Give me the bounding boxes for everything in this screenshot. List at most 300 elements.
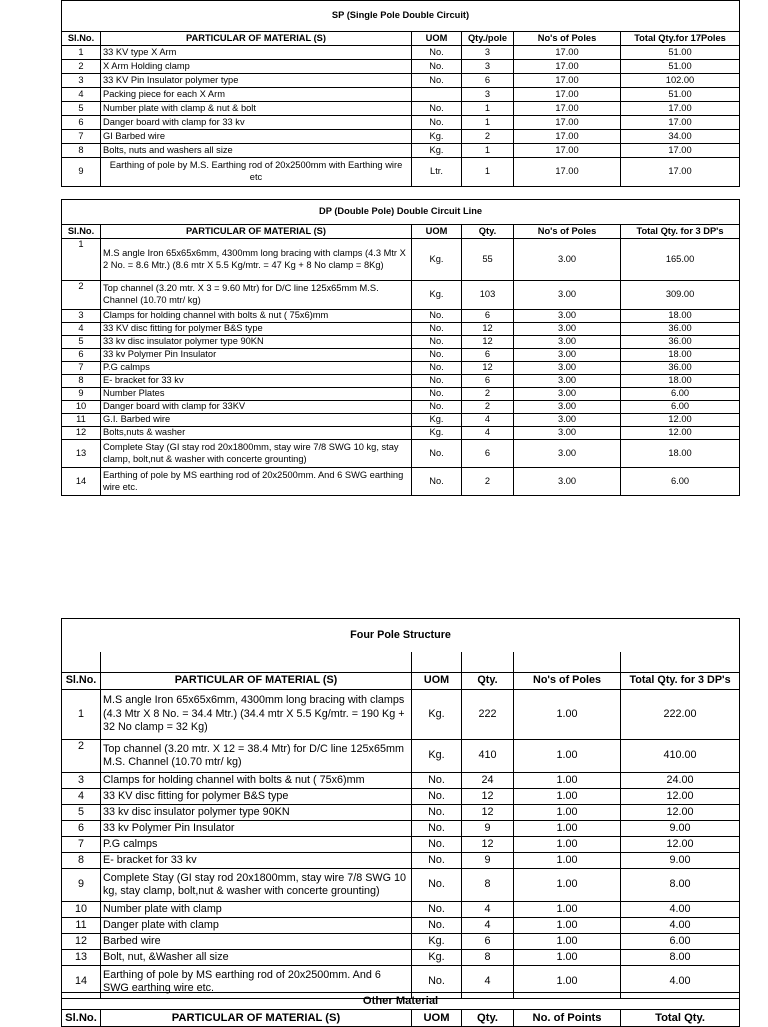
table-row bbox=[62, 934, 740, 950]
uom: Kg. bbox=[412, 950, 462, 966]
table-row bbox=[62, 468, 740, 496]
total: 4.00 bbox=[621, 918, 740, 934]
sl-no: 11 bbox=[62, 918, 101, 934]
col-header-uom: UOM bbox=[412, 1010, 462, 1027]
col-header-slno: Sl.No. bbox=[62, 1010, 101, 1027]
blank-cell bbox=[621, 652, 740, 673]
total: 17.00 bbox=[621, 116, 740, 130]
qty: 222 bbox=[462, 690, 514, 740]
sl-no: 12 bbox=[62, 934, 101, 950]
blank-cell bbox=[101, 652, 412, 673]
total: 8.00 bbox=[621, 950, 740, 966]
uom: Kg. bbox=[412, 281, 462, 310]
poles: 17.00 bbox=[514, 144, 621, 158]
qty: 4 bbox=[462, 414, 514, 427]
uom: No. bbox=[412, 388, 462, 401]
particular: G.I. Barbed wire bbox=[101, 414, 412, 427]
particular: Earthing of pole by MS earthing rod of 20x2500mm. And 6 SWG earthing wire etc. bbox=[101, 468, 412, 496]
sp-section bbox=[61, 0, 739, 187]
sl-no: 11 bbox=[62, 414, 101, 427]
sl-no: 6 bbox=[62, 116, 101, 130]
sl-no: 10 bbox=[62, 401, 101, 414]
qty: 410 bbox=[462, 740, 514, 773]
total: 12.00 bbox=[621, 427, 740, 440]
particular: Complete Stay (GI stay rod 20x1800mm, stay wire 7/8 SWG 10 kg, stay clamp, bolt,nut & washer with concerte grounting) bbox=[101, 869, 412, 902]
particular: Clamps for holding channel with bolts & nut ( 75x6)mm bbox=[101, 310, 412, 323]
table-row bbox=[62, 805, 740, 821]
sl-no: 9 bbox=[62, 869, 101, 902]
poles: 1.00 bbox=[514, 821, 621, 837]
total: 102.00 bbox=[621, 74, 740, 88]
uom: No. bbox=[412, 468, 462, 496]
col-header-qty: Qty./pole bbox=[462, 32, 514, 46]
dp-header-row bbox=[62, 225, 740, 239]
uom: No. bbox=[412, 902, 462, 918]
poles: 1.00 bbox=[514, 805, 621, 821]
col-header-particular: PARTICULAR OF MATERIAL (S) bbox=[101, 225, 412, 239]
poles: 17.00 bbox=[514, 116, 621, 130]
sl-no: 9 bbox=[62, 388, 101, 401]
qty: 8 bbox=[462, 869, 514, 902]
total: 51.00 bbox=[621, 60, 740, 74]
poles: 1.00 bbox=[514, 918, 621, 934]
particular: Packing piece for each X Arm bbox=[101, 88, 412, 102]
col-header-qty: Qty. bbox=[462, 225, 514, 239]
blank-row bbox=[62, 652, 740, 673]
sl-no: 1 bbox=[62, 46, 101, 60]
sp-title: SP (Single Pole Double Circuit) bbox=[62, 1, 740, 32]
particular: Barbed wire bbox=[101, 934, 412, 950]
uom: No. bbox=[412, 966, 462, 999]
total: 17.00 bbox=[621, 144, 740, 158]
table-row bbox=[62, 74, 740, 88]
particular: GI Barbed wire bbox=[101, 130, 412, 144]
total: 9.00 bbox=[621, 821, 740, 837]
poles: 3.00 bbox=[514, 468, 621, 496]
poles: 3.00 bbox=[514, 401, 621, 414]
qty: 6 bbox=[462, 349, 514, 362]
uom: No. bbox=[412, 805, 462, 821]
poles: 3.00 bbox=[514, 349, 621, 362]
poles: 1.00 bbox=[514, 853, 621, 869]
total: 17.00 bbox=[621, 102, 740, 116]
poles: 1.00 bbox=[514, 902, 621, 918]
total: 4.00 bbox=[621, 902, 740, 918]
col-header-slno: Sl.No. bbox=[62, 673, 101, 690]
table-row bbox=[62, 918, 740, 934]
particular: Complete Stay (GI stay rod 20x1800mm, stay wire 7/8 SWG 10 kg, stay clamp, bolt,nut & washer with concerte grounting) bbox=[101, 440, 412, 468]
table-row bbox=[62, 789, 740, 805]
particular: Bolts, nuts and washers all size bbox=[101, 144, 412, 158]
poles: 3.00 bbox=[514, 427, 621, 440]
sl-no: 3 bbox=[62, 773, 101, 789]
qty: 3 bbox=[462, 46, 514, 60]
total: 9.00 bbox=[621, 853, 740, 869]
qty: 24 bbox=[462, 773, 514, 789]
poles: 3.00 bbox=[514, 239, 621, 281]
table-row bbox=[62, 950, 740, 966]
table-row bbox=[62, 323, 740, 336]
particular: 33 KV Pin Insulator polymer type bbox=[101, 74, 412, 88]
qty: 103 bbox=[462, 281, 514, 310]
total: 12.00 bbox=[621, 837, 740, 853]
total: 6.00 bbox=[621, 934, 740, 950]
blank-cell bbox=[412, 652, 462, 673]
particular: Bolts,nuts & washer bbox=[101, 427, 412, 440]
sl-no: 14 bbox=[62, 468, 101, 496]
qty: 6 bbox=[462, 934, 514, 950]
col-header-qty: Qty. bbox=[462, 673, 514, 690]
uom: No. bbox=[412, 440, 462, 468]
particular: Top channel (3.20 mtr. X 3 = 9.60 Mtr) for D/C line 125x65mm M.S. Channel (10.70 mtr/ kg) bbox=[101, 281, 412, 310]
uom: No. bbox=[412, 60, 462, 74]
uom: No. bbox=[412, 401, 462, 414]
particular: 33 kv disc insulator polymer type 90KN bbox=[101, 805, 412, 821]
total: 222.00 bbox=[621, 690, 740, 740]
uom: No. bbox=[412, 362, 462, 375]
particular: E- bracket for 33 kv bbox=[101, 853, 412, 869]
total: 8.00 bbox=[621, 869, 740, 902]
total: 165.00 bbox=[621, 239, 740, 281]
qty: 6 bbox=[462, 74, 514, 88]
particular: 33 kv Polymer Pin Insulator bbox=[101, 821, 412, 837]
poles: 1.00 bbox=[514, 773, 621, 789]
table-row bbox=[62, 902, 740, 918]
total: 12.00 bbox=[621, 414, 740, 427]
sl-no: 5 bbox=[62, 336, 101, 349]
qty: 55 bbox=[462, 239, 514, 281]
uom: Kg. bbox=[412, 740, 462, 773]
poles: 3.00 bbox=[514, 362, 621, 375]
total: 12.00 bbox=[621, 789, 740, 805]
blank-cell bbox=[514, 652, 621, 673]
table-row bbox=[62, 440, 740, 468]
sl-no: 13 bbox=[62, 440, 101, 468]
col-header-uom: UOM bbox=[412, 32, 462, 46]
total: 4.00 bbox=[621, 966, 740, 999]
col-header-poles: No's of Poles bbox=[514, 673, 621, 690]
sl-no: 12 bbox=[62, 427, 101, 440]
particular: P.G calmps bbox=[101, 837, 412, 853]
particular: Top channel (3.20 mtr. X 12 = 38.4 Mtr) for D/C line 125x65mm M.S. Channel (10.70 mtr/ kg) bbox=[101, 740, 412, 773]
qty: 2 bbox=[462, 401, 514, 414]
particular: P.G calmps bbox=[101, 362, 412, 375]
qty: 1 bbox=[462, 158, 514, 187]
qty: 8 bbox=[462, 950, 514, 966]
sp-table bbox=[61, 0, 740, 187]
qty: 4 bbox=[462, 902, 514, 918]
table-row bbox=[62, 821, 740, 837]
uom: No. bbox=[412, 837, 462, 853]
particular: 33 kv disc insulator polymer type 90KN bbox=[101, 336, 412, 349]
poles: 3.00 bbox=[514, 440, 621, 468]
other-material-table bbox=[61, 992, 740, 1027]
four-pole-header-row bbox=[62, 673, 740, 690]
col-header-total: Total Qty. bbox=[621, 1010, 740, 1027]
uom: Ltr. bbox=[412, 158, 462, 187]
qty: 2 bbox=[462, 388, 514, 401]
col-header-qty: Qty. bbox=[462, 1010, 514, 1027]
particular: E- bracket for 33 kv bbox=[101, 375, 412, 388]
poles: 1.00 bbox=[514, 740, 621, 773]
particular: Danger board with clamp for 33 kv bbox=[101, 116, 412, 130]
uom bbox=[412, 88, 462, 102]
other-material-section bbox=[61, 992, 739, 1027]
uom: Kg. bbox=[412, 144, 462, 158]
col-header-points: No. of Points bbox=[514, 1010, 621, 1027]
col-header-particular: PARTICULAR OF MATERIAL (S) bbox=[101, 673, 412, 690]
table-row bbox=[62, 427, 740, 440]
sl-no: 9 bbox=[62, 158, 101, 187]
table-row bbox=[62, 773, 740, 789]
total: 6.00 bbox=[621, 401, 740, 414]
col-header-poles: No's of Poles bbox=[514, 225, 621, 239]
total: 18.00 bbox=[621, 440, 740, 468]
total: 18.00 bbox=[621, 349, 740, 362]
uom: No. bbox=[412, 375, 462, 388]
poles: 1.00 bbox=[514, 950, 621, 966]
poles: 3.00 bbox=[514, 388, 621, 401]
qty: 12 bbox=[462, 805, 514, 821]
qty: 1 bbox=[462, 144, 514, 158]
particular: Bolt, nut, &Washer all size bbox=[101, 950, 412, 966]
particular: Number Plates bbox=[101, 388, 412, 401]
poles: 17.00 bbox=[514, 74, 621, 88]
sl-no: 1 bbox=[62, 690, 101, 740]
table-row bbox=[62, 401, 740, 414]
particular: M.S angle Iron 65x65x6mm, 4300mm long bracing with clamps (4.3 Mtr X 8 No. = 34.4 Mtr.) (34.4 mtr X 5.5 Kg/mtr. = 190 Kg + 32 No clamp = 32 Kg) bbox=[101, 690, 412, 740]
uom: No. bbox=[412, 310, 462, 323]
four-pole-title: Four Pole Structure bbox=[62, 619, 740, 652]
dp-table bbox=[61, 199, 740, 496]
col-header-uom: UOM bbox=[412, 225, 462, 239]
qty: 6 bbox=[462, 440, 514, 468]
poles: 3.00 bbox=[514, 414, 621, 427]
sl-no: 4 bbox=[62, 88, 101, 102]
total: 309.00 bbox=[621, 281, 740, 310]
qty: 9 bbox=[462, 821, 514, 837]
particular: Danger board with clamp for 33KV bbox=[101, 401, 412, 414]
dp-title: DP (Double Pole) Double Circuit Line bbox=[62, 200, 740, 225]
col-header-uom: UOM bbox=[412, 673, 462, 690]
sl-no: 4 bbox=[62, 789, 101, 805]
qty: 12 bbox=[462, 362, 514, 375]
uom: No. bbox=[412, 323, 462, 336]
qty: 12 bbox=[462, 336, 514, 349]
qty: 4 bbox=[462, 966, 514, 999]
poles: 3.00 bbox=[514, 310, 621, 323]
particular: X Arm Holding clamp bbox=[101, 60, 412, 74]
uom: No. bbox=[412, 869, 462, 902]
qty: 4 bbox=[462, 427, 514, 440]
sl-no: 8 bbox=[62, 375, 101, 388]
total: 36.00 bbox=[621, 323, 740, 336]
qty: 1 bbox=[462, 116, 514, 130]
four-pole-table bbox=[61, 618, 740, 999]
table-row bbox=[62, 853, 740, 869]
table-row bbox=[62, 116, 740, 130]
particular: Earthing of pole by MS earthing rod of 20x2500mm. And 6 SWG earthing wire etc. bbox=[101, 966, 412, 999]
sl-no: 8 bbox=[62, 144, 101, 158]
total: 36.00 bbox=[621, 336, 740, 349]
poles: 1.00 bbox=[514, 869, 621, 902]
uom: No. bbox=[412, 336, 462, 349]
poles: 17.00 bbox=[514, 88, 621, 102]
particular: Clamps for holding channel with bolts & nut ( 75x6)mm bbox=[101, 773, 412, 789]
table-row bbox=[62, 46, 740, 60]
total: 34.00 bbox=[621, 130, 740, 144]
table-row bbox=[62, 837, 740, 853]
qty: 1 bbox=[462, 102, 514, 116]
sl-no: 7 bbox=[62, 130, 101, 144]
total: 6.00 bbox=[621, 388, 740, 401]
table-row bbox=[62, 349, 740, 362]
table-row bbox=[62, 158, 740, 187]
sl-no: 6 bbox=[62, 821, 101, 837]
uom: No. bbox=[412, 789, 462, 805]
total: 18.00 bbox=[621, 375, 740, 388]
particular: Number plate with clamp & nut & bolt bbox=[101, 102, 412, 116]
col-header-particular: PARTICULAR OF MATERIAL (S) bbox=[101, 32, 412, 46]
table-row bbox=[62, 88, 740, 102]
qty: 3 bbox=[462, 60, 514, 74]
qty: 12 bbox=[462, 323, 514, 336]
blank-cell bbox=[62, 652, 101, 673]
table-row bbox=[62, 375, 740, 388]
total: 24.00 bbox=[621, 773, 740, 789]
total: 18.00 bbox=[621, 310, 740, 323]
poles: 1.00 bbox=[514, 690, 621, 740]
particular: 33 KV disc fitting for polymer B&S type bbox=[101, 789, 412, 805]
total: 51.00 bbox=[621, 88, 740, 102]
uom: Kg. bbox=[412, 690, 462, 740]
sl-no: 13 bbox=[62, 950, 101, 966]
poles: 17.00 bbox=[514, 158, 621, 187]
particular: 33 KV type X Arm bbox=[101, 46, 412, 60]
particular: Number plate with clamp bbox=[101, 902, 412, 918]
particular: 33 KV disc fitting for polymer B&S type bbox=[101, 323, 412, 336]
sl-no: 2 bbox=[62, 740, 101, 773]
poles: 17.00 bbox=[514, 102, 621, 116]
poles: 17.00 bbox=[514, 60, 621, 74]
sl-no: 5 bbox=[62, 102, 101, 116]
uom: Kg. bbox=[412, 130, 462, 144]
uom: No. bbox=[412, 46, 462, 60]
poles: 17.00 bbox=[514, 130, 621, 144]
qty: 6 bbox=[462, 310, 514, 323]
four-pole-section bbox=[61, 618, 739, 999]
uom: No. bbox=[412, 349, 462, 362]
table-row bbox=[62, 102, 740, 116]
particular: M.S angle Iron 65x65x6mm, 4300mm long bracing with clamps (4.3 Mtr X 2 No. = 8.6 Mtr.) (8.6 mtr X 5.5 Kg/mtr. = 47 Kg + 8 No clamp = 8Kg) bbox=[101, 239, 412, 281]
table-row bbox=[62, 414, 740, 427]
col-header-total: Total Qty. for 3 DP's bbox=[621, 673, 740, 690]
qty: 6 bbox=[462, 375, 514, 388]
table-row bbox=[62, 60, 740, 74]
total: 410.00 bbox=[621, 740, 740, 773]
table-row bbox=[62, 362, 740, 375]
poles: 17.00 bbox=[514, 46, 621, 60]
dp-section bbox=[61, 199, 739, 496]
other-material-title: Other Material bbox=[62, 993, 740, 1010]
poles: 3.00 bbox=[514, 375, 621, 388]
poles: 1.00 bbox=[514, 966, 621, 999]
uom: No. bbox=[412, 918, 462, 934]
table-row bbox=[62, 388, 740, 401]
sp-header-row bbox=[62, 32, 740, 46]
poles: 1.00 bbox=[514, 837, 621, 853]
uom: Kg. bbox=[412, 934, 462, 950]
uom: No. bbox=[412, 74, 462, 88]
sl-no: 6 bbox=[62, 349, 101, 362]
particular: Earthing of pole by M.S. Earthing rod of 20x2500mm with Earthing wire etc bbox=[101, 158, 412, 187]
poles: 3.00 bbox=[514, 281, 621, 310]
col-header-total: Total Qty.for 17Poles bbox=[621, 32, 740, 46]
qty: 2 bbox=[462, 468, 514, 496]
uom: No. bbox=[412, 853, 462, 869]
col-header-slno: Sl.No. bbox=[62, 225, 101, 239]
qty: 3 bbox=[462, 88, 514, 102]
table-row bbox=[62, 239, 740, 281]
sl-no: 3 bbox=[62, 310, 101, 323]
col-header-poles: No's of Poles bbox=[514, 32, 621, 46]
sl-no: 1 bbox=[62, 239, 101, 281]
total: 36.00 bbox=[621, 362, 740, 375]
table-row bbox=[62, 690, 740, 740]
qty: 12 bbox=[462, 789, 514, 805]
poles: 3.00 bbox=[514, 336, 621, 349]
col-header-total: Total Qty. for 3 DP's bbox=[621, 225, 740, 239]
uom: No. bbox=[412, 821, 462, 837]
poles: 1.00 bbox=[514, 934, 621, 950]
table-row bbox=[62, 869, 740, 902]
sl-no: 7 bbox=[62, 837, 101, 853]
table-row bbox=[62, 281, 740, 310]
particular: Danger plate with clamp bbox=[101, 918, 412, 934]
table-row bbox=[62, 740, 740, 773]
total: 12.00 bbox=[621, 805, 740, 821]
sl-no: 7 bbox=[62, 362, 101, 375]
table-row bbox=[62, 144, 740, 158]
sl-no: 3 bbox=[62, 74, 101, 88]
uom: No. bbox=[412, 102, 462, 116]
uom: Kg. bbox=[412, 414, 462, 427]
particular: 33 kv Polymer Pin Insulator bbox=[101, 349, 412, 362]
uom: No. bbox=[412, 116, 462, 130]
qty: 12 bbox=[462, 837, 514, 853]
uom: Kg. bbox=[412, 427, 462, 440]
poles: 3.00 bbox=[514, 323, 621, 336]
sl-no: 4 bbox=[62, 323, 101, 336]
total: 17.00 bbox=[621, 158, 740, 187]
sl-no: 8 bbox=[62, 853, 101, 869]
sl-no: 2 bbox=[62, 281, 101, 310]
table-row bbox=[62, 310, 740, 323]
sl-no: 2 bbox=[62, 60, 101, 74]
sl-no: 10 bbox=[62, 902, 101, 918]
sl-no: 5 bbox=[62, 805, 101, 821]
sl-no: 14 bbox=[62, 966, 101, 999]
col-header-slno: Sl.No. bbox=[62, 32, 101, 46]
total: 6.00 bbox=[621, 468, 740, 496]
col-header-particular: PARTICULAR OF MATERIAL (S) bbox=[101, 1010, 412, 1027]
poles: 1.00 bbox=[514, 789, 621, 805]
qty: 4 bbox=[462, 918, 514, 934]
qty: 2 bbox=[462, 130, 514, 144]
total: 51.00 bbox=[621, 46, 740, 60]
table-row bbox=[62, 336, 740, 349]
uom: No. bbox=[412, 773, 462, 789]
